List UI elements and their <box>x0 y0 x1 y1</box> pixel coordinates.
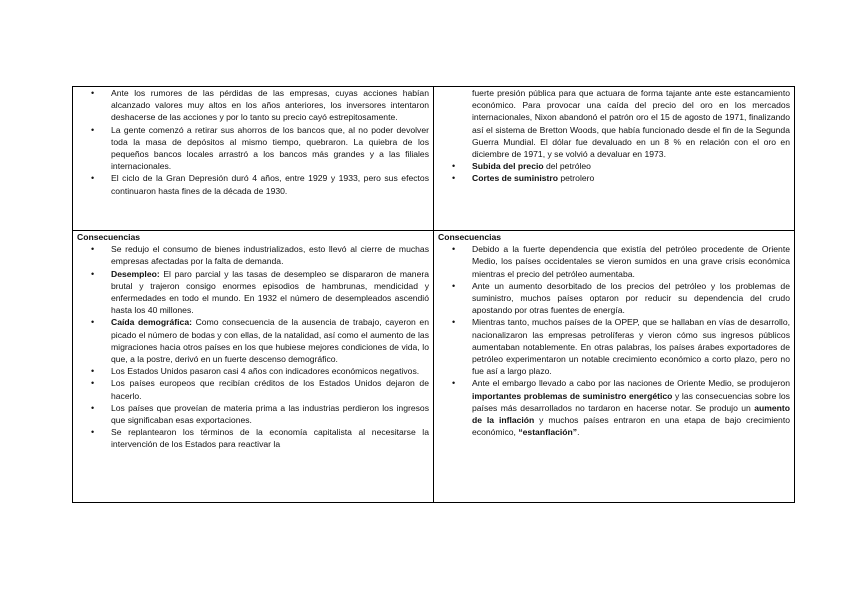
bold-term: Desempleo: <box>111 268 160 279</box>
consequences-list-right <box>438 243 790 438</box>
item-text: Como consecuencia de la ausencia de trabajo, cayeron en picado el número de bodas y con ellas, de la natalidad, así como el aumento de las migraciones hacia otros países en los que hubiese mejores condiciones de vida, lo que, a la postre, derivó en un fuerte descenso demográfico. <box>111 317 429 365</box>
section-heading: Consecuencias <box>438 232 502 242</box>
cell-left-consequences <box>73 231 434 503</box>
cell-right-causes <box>434 87 795 231</box>
bold-term: importantes problemas de suministro energético <box>472 390 673 401</box>
list-item: • La gente comenzó a retirar sus ahorros de los bancos que, al no poder devolver toda la masa de depósitos al mismo tiempo, quebraron. La quiebra de los pequeños bancos locales arrastró a los bancos más grandes y a las filiales internacionales. <box>111 124 429 173</box>
item-text: petrolero <box>557 173 595 184</box>
list-item <box>472 377 790 438</box>
list-item <box>111 316 429 365</box>
list-item: • Se redujo el consumo de bienes industrializados, esto llevó al cierre de muchas empresas afectadas por la falta de demanda. <box>111 243 429 267</box>
item-text: . <box>577 427 580 438</box>
continued-paragraph: fuerte presión pública para que actuara de forma tajante ante este estancamiento económico. Para provocar una caída del precio del oro en los mercados internacionales, Nixon abandonó el patrón oro el 15 de agosto de 1971, finalizando así el sistema de Bretton Woods, que había funcionado desde el fin de la Segunda Guerra Mundial. El dólar fue devaluado en un 8 % en relación con el oro en diciembre de 1971, y se volvió a devaluar en 1973. <box>472 88 790 160</box>
list-item: • Los Estados Unidos pasaron casi 4 años con indicadores económicos negativos. <box>111 365 429 377</box>
table-row <box>73 231 795 503</box>
section-heading: Consecuencias <box>77 232 141 242</box>
bold-term: Cortes de suministro <box>472 173 558 184</box>
causes-list-right <box>438 160 790 184</box>
list-item: • Ante los rumores de las pérdidas de las empresas, cuyas acciones habían alcanzado valores muy altos en los años anteriores, los inversores intentaron deshacerse de las acciones y por lo tanto su precio cayó estrepitosamente. <box>111 87 429 124</box>
bold-term: Caída demográfica: <box>111 317 192 328</box>
list-item: • Ante un aumento desorbitado de los precios del petróleo y los problemas de suministro, muchos países optaron por reducir su dependencia del crudo apostando por otras fuentes de energía. <box>472 280 790 317</box>
list-item <box>472 160 790 172</box>
item-text: y las consecuencias sobre los países más desarrollados no tardaron en hacerse notar. Se produjo un <box>472 390 790 413</box>
list-item: • Mientras tanto, muchos países de la OPEP, que se hallaban en vías de desarrollo, nacionalizaron las empresas petrolíferas y vieron cómo sus ingresos públicos aumentaban notablemente. En otras palabras, los países árabes exportadores de petróleo experimentaron un notable crecimiento económico a corto plazo, pero no fue así a largo plazo. <box>472 316 790 377</box>
item-text: Ante el embargo llevado a cabo por las naciones de Oriente Medio, se produjeron <box>472 378 790 389</box>
list-item <box>472 172 790 184</box>
list-item: • Los países que proveían de materia prima a las industrias perdieron los ingresos que significaban esas exportaciones. <box>111 402 429 426</box>
causes-list-left <box>77 87 429 197</box>
table-row <box>73 87 795 231</box>
cell-right-consequences <box>434 231 795 503</box>
consequences-list-left <box>77 243 429 450</box>
item-text: El paro parcial y las tasas de desempleo se dispararon de manera brutal y trajeron consigo enormes episodios de hambrunas, mendicidad y enfermedades en todo el mundo. En 1932 el número de desempleados ascendió hasta los 40 millones. <box>111 268 429 316</box>
cell-left-causes <box>73 87 434 231</box>
list-item: • El ciclo de la Gran Depresión duró 4 años, entre 1929 y 1933, pero sus efectos continuaron hasta fines de la década de 1930. <box>111 172 429 196</box>
item-text: y muchos países entraron en una etapa de bajo crecimiento económico, <box>472 415 790 438</box>
list-item: • Los países europeos que recibían créditos de los Estados Unidos dejaron de hacerlo. <box>111 377 429 401</box>
list-item <box>111 268 429 317</box>
comparison-table <box>72 86 795 503</box>
bold-term: “estanflación” <box>518 427 578 438</box>
bold-term: Subida del precio <box>472 161 544 172</box>
list-item: • Se replantearon los términos de la economía capitalista al necesitarse la intervención de los Estados para reactivar la <box>111 426 429 450</box>
bold-term: aumento de la inflación <box>472 402 790 426</box>
item-text: del petróleo <box>543 161 591 172</box>
list-item: • Debido a la fuerte dependencia que existía del petróleo procedente de Oriente Medio, los países occidentales se vieron sumidos en una grave crisis económica mientras el precio del petróleo aumentaba. <box>472 243 790 280</box>
